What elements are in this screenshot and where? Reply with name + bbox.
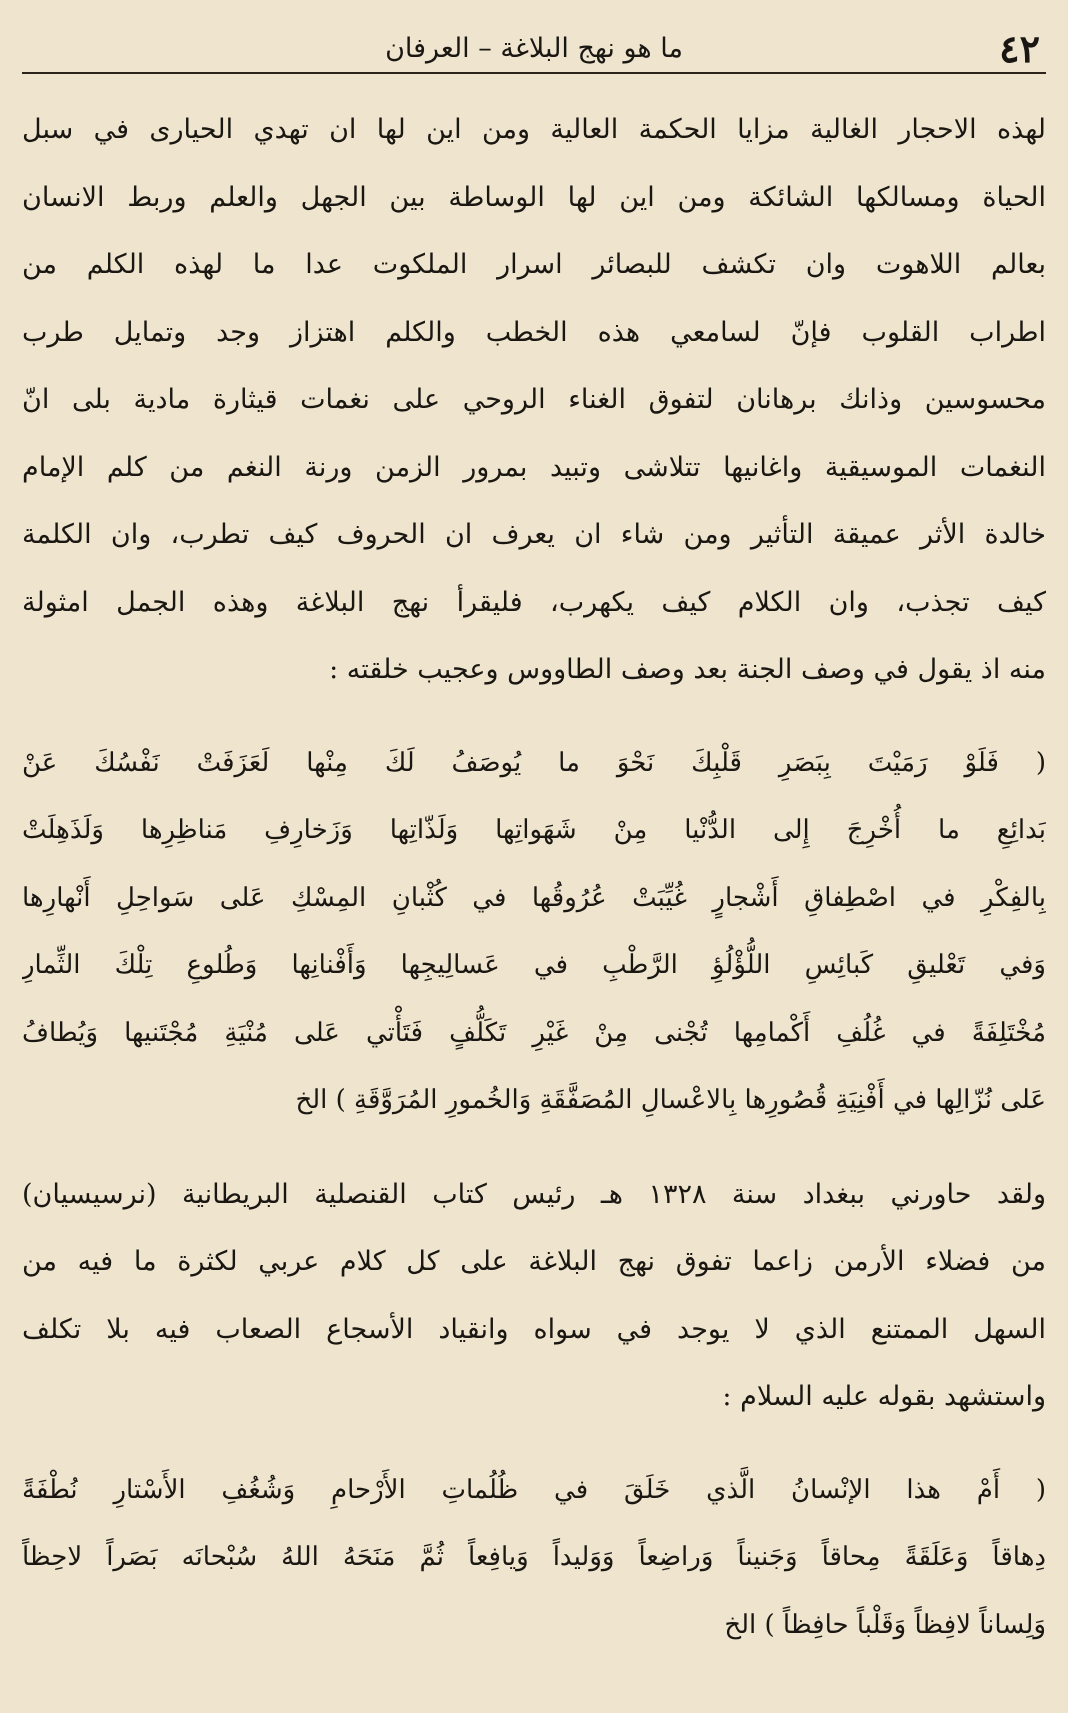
quote-line: مُخْتَلِفَةً في غُلُفِ أَكْمامِها تُجْنى مِنْ غَيْرِ تَكَلُّفٍ فَتَأْتي عَلى مُنْيَةِ مُجْتَنيها وَيُطافُ	[22, 1017, 1046, 1048]
text-line: السهل الممتنع الذي لا يوجد في سواه وانقياد الأسجاع الصعاب فيه بلا تكلف	[22, 1313, 1046, 1345]
paragraph-gap	[22, 1135, 1046, 1161]
page-header	[22, 26, 1046, 74]
quote-line: عَلى نُزّالِها في أَفْنِيَةِ قُصُورِها بِالاعْسالِ المُصَفَّقَةِ وَالخُمورِ المُرَوَّقَةِ ) الخ	[295, 1085, 1046, 1115]
text-line: ولقد حاورني ببغداد سنة ١٣٢٨ هـ رئيس كتاب القنصلية البريطانية (نرسيسيان)	[22, 1178, 1046, 1210]
paragraph-intro	[22, 96, 1046, 704]
quote-line: ( فَلَوْ رَمَيْتَ بِبَصَرِ قَلْبِكَ نَحْوَ ما يُوصَفُ لَكَ مِنْها لَعَزَفَتْ نَفْسُكَ عَنْ	[22, 747, 1046, 778]
text-line: خالدة الأثر عميقة التأثير ومن شاء ان يعرف ان الحروف كيف تطرب، وان الكلمة	[22, 519, 1046, 550]
page-number: ٤٢	[999, 26, 1040, 71]
text-line: بعالم اللاهوت وان تكشف للبصائر اسرار الملكوت عدا ما لهذه الكلم من	[22, 249, 1046, 280]
text-line: محسوسين وذانك برهانان لتفوق الغناء الروحي على نغمات قيثارة مادية بلى انّ	[22, 384, 1046, 415]
text-line: النغمات الموسيقية واغانيها تتلاشى وتبيد بمرور الزمن ورنة النغم من كلم الإمام	[22, 451, 1046, 483]
quotation-paradise	[22, 730, 1046, 1135]
text-line: كيف تجذب، وان الكلام كيف يكهرب، فليقرأ نهج البلاغة وهذه الجمل امثولة	[22, 586, 1046, 618]
text-line: الحياة ومسالكها الشائكة ومن اين لها الوساطة بين الجهل والعلم وربط الانسان	[22, 181, 1046, 213]
quote-line: بَدائِعِ ما أُخْرِجَ إِلى الدُّنْيا مِنْ شَهَواتِها وَلَذّاتِها وَزَخارِفِ مَناظِرِها وَلَذَهِلَتْ	[22, 815, 1046, 845]
running-title: ما هو نهج البلاغة – العرفان	[385, 33, 683, 64]
text-line: واستشهد بقوله عليه السلام :	[722, 1381, 1046, 1412]
quote-line: ( أَمْ هذا الإنْسانُ الَّذي خَلَقَ في ظُلُماتِ الأَرْحامِ وَشُغُفِ الأَسْتارِ نُطْفَةً	[22, 1474, 1046, 1505]
quote-line: وَفي تَعْليقِ كَبائِسِ اللُّؤْلُؤِ الرَّطْبِ في عَسالِيجِها وَأَفْنانِها وَطُلوعِ تِلْكَ الثِّمارِ	[22, 950, 1046, 980]
quotation-human	[22, 1457, 1046, 1660]
quote-line: بِالفِكْرِ في اصْطِفاقِ أَشْجارٍ غُيِّبَتْ عُرُوقُها في كُثْبانِ المِسْكِ عَلى سَواحِلِ أَنْهارِها	[22, 882, 1046, 913]
paragraph-gap	[22, 704, 1046, 730]
text-line: من فضلاء الأرمن زاعما تفوق نهج البلاغة على كل كلام عربي لكثرة ما فيه من	[22, 1246, 1046, 1277]
quote-line: دِهاقاً وَعَلَقَةً مِحاقاً وَجَنيناً وَراضِعاً وَوَليداً وَيافِعاً ثُمَّ مَنَحَهُ اللهُ سُبْحانَه بَصَراً لاحِظاً	[22, 1542, 1046, 1572]
page-body	[22, 96, 1046, 1659]
text-line: منه اذ يقول في وصف الجنة بعد وصف الطاووس وعجيب خلقته :	[329, 654, 1046, 685]
paragraph-gap	[22, 1431, 1046, 1457]
text-line: لهذه الاحجار الغالية مزايا الحكمة العالية ومن اين لها ان تهدي الحيارى في سبل	[22, 114, 1046, 145]
text-line: اطراب القلوب فإنّ لسامعي هذه الخطب والكلم اهتزاز وجد وتمايل طرب	[22, 316, 1046, 348]
quote-line: وَلِساناً لافِظاً وَقَلْباً حافِظاً ) الخ	[724, 1609, 1046, 1640]
paragraph-narsisian	[22, 1161, 1046, 1431]
